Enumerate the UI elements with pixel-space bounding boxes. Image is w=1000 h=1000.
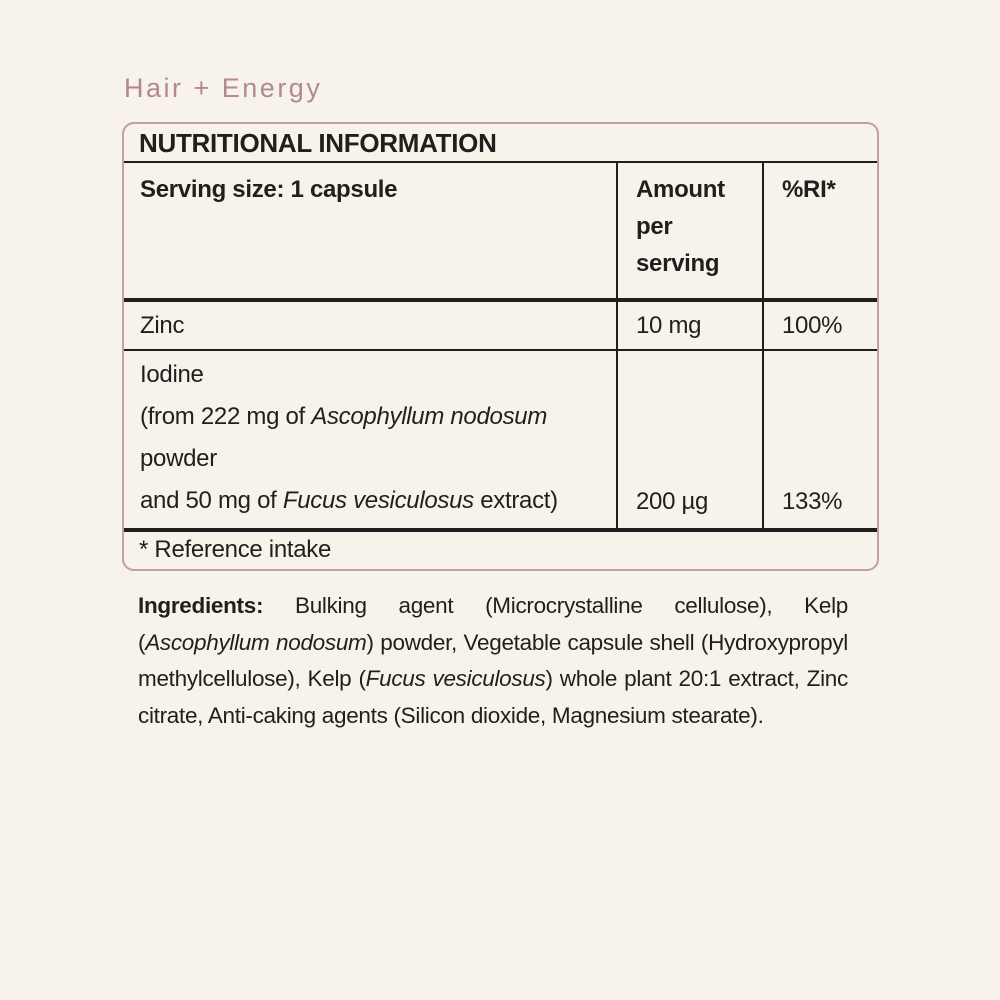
- ingredients-label: Ingredients:: [138, 593, 264, 618]
- iodine-source-species-2: Fucus vesiculosus: [282, 487, 474, 514]
- iodine-name-line2: (from 222 mg of Ascophyllum nodosum powder: [140, 403, 548, 472]
- header-amount-line1: Amount: [636, 176, 725, 203]
- reference-intake-footnote: * Reference intake: [139, 536, 332, 563]
- header-ri: %RI*: [762, 163, 877, 298]
- header-amount-per-serving: [616, 163, 762, 298]
- header-amount-line2: per serving: [636, 213, 720, 277]
- label-content: [122, 74, 879, 734]
- table-header-row: [124, 163, 877, 302]
- nutrient-ri-zinc: 100%: [762, 302, 877, 349]
- nutrient-name-zinc: Zinc: [140, 312, 185, 339]
- nutrition-table: [122, 122, 879, 571]
- ingredient-species-1: Ascophyllum nodosum: [145, 629, 367, 655]
- nutrient-ri-iodine: 133%: [762, 351, 877, 528]
- nutrient-amount-zinc: 10 mg: [616, 302, 762, 349]
- nutrient-name-iodine: [124, 351, 616, 528]
- ingredients-paragraph: Ingredients: Bulking agent (Microcrystalline cellulose), Kelp (Ascophyllum nodosum) powder, Vegetable capsule shell (Hydroxypropyl methylcellulose), Kelp (Fucus vesiculosus) whole plant 20:1 extract, Zinc citrate, Anti-caking agents (Silicon dioxide, Magnesium stearate).: [138, 593, 848, 728]
- iodine-name-line3: and 50 mg of Fucus vesiculosus extract): [140, 487, 558, 514]
- iodine-source-species-1: Ascophyllum nodosum: [311, 403, 548, 430]
- table-row-zinc: [124, 302, 877, 351]
- nutrition-table-heading: NUTRITIONAL INFORMATION: [124, 124, 877, 163]
- table-row-iodine: [124, 351, 877, 532]
- page-title: Hair + Energy: [124, 73, 323, 103]
- iodine-name-line1: Iodine: [140, 361, 204, 388]
- ingredient-species-2: Fucus vesiculosus: [365, 666, 546, 691]
- nutrient-amount-iodine: 200 µg: [616, 351, 762, 528]
- header-serving-size: Serving size: 1 capsule: [140, 176, 398, 203]
